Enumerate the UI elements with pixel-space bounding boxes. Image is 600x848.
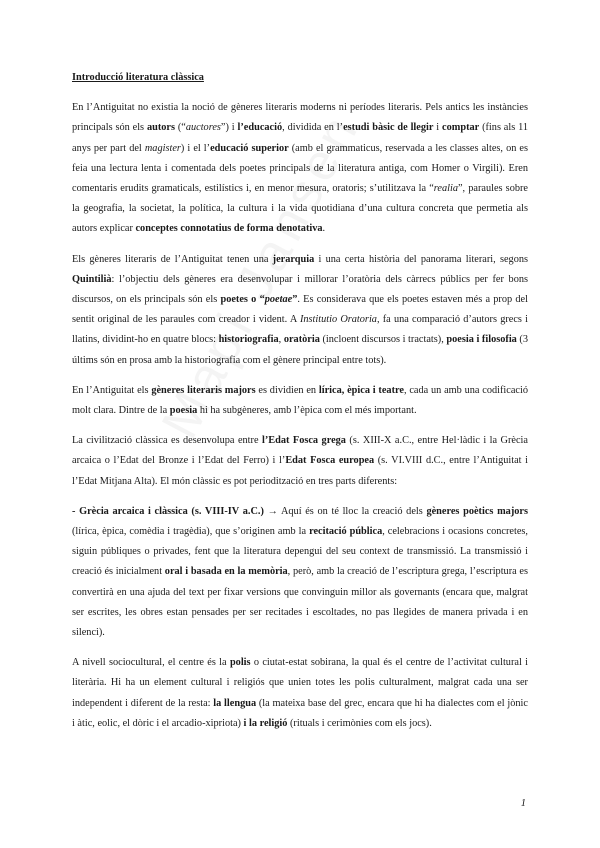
bold-term: estudi bàsic de llegir (343, 122, 434, 134)
text-run: A nivell sociocultural, el centre és la (72, 657, 230, 669)
text-run: (rituals i cerimònies com els jocs). (287, 717, 432, 729)
text-run: (s. VI.VIII d.C., entre l’Antiguitat i l’Edat Mitjana Alta). El món clàssic es pot periodització en tres parts diferents: (72, 455, 528, 487)
text-run: , celebracions i ocasions concretes, siguin públiques o privades, fent que la literatura depengui del seu context de transmissió. La transmissió i creació és inicialment (72, 526, 528, 578)
text-run: : l’objectiu dels gèneres era desenvolupar i millorar l’oratòria dels càrrecs públics per fer bons discursos, on els principals són els (72, 273, 528, 306)
document-body (72, 68, 528, 744)
text-run: , (278, 334, 284, 346)
bold-term: Edat Fosca europea (285, 455, 375, 467)
bold-term: jerarquia (272, 253, 315, 265)
bold-term: - Grècia arcaica i clàssica (s. VIII-IV a.C.) (72, 505, 264, 517)
text-run: Els gèneres literaris de l’Antiguitat tenen una (72, 253, 273, 265)
text-run: ”) i (220, 122, 238, 134)
text-run: (3 últims són en prosa amb la historiografia com el gènere principal entre tots). (72, 334, 529, 366)
bold-term: conceptes connotatius de forma denotativa (135, 223, 323, 235)
paragraph-major-genres (72, 381, 528, 421)
italic-term: realia (433, 183, 458, 195)
text-run: , dividida en l’ (282, 122, 344, 134)
bold-term: ” (292, 294, 298, 306)
bold-term: poesia i filosofia (446, 334, 517, 346)
bold-term: i la religió (243, 717, 288, 729)
text-run: i (433, 122, 443, 134)
bold-term: lírica, èpica i teatre (318, 384, 404, 396)
bold-term: oral i basada en la memòria (164, 566, 288, 578)
text-run: (amb el grammaticus, reservada a les classes altes, on es feia una lectura lenta i comentada dels poetes principals de la literatura antiga, com Homer o Virgili). Eren comentaris erudits gramaticals, estilístics i, en menor mesura, oratoris; s’utilitzava la “ (72, 142, 529, 195)
bold-term: la llengua (213, 697, 257, 709)
italic-term: auctores (185, 122, 221, 134)
text-run: hi ha subgèneres, amb l’èpica com el més important. (197, 405, 417, 417)
text-run: (incloent discursos i tractats), (319, 334, 447, 346)
bold-term: Quintilià (72, 273, 112, 285)
text-run: i una certa història del panorama literari, segons (314, 253, 529, 265)
paragraph-sociocultural (72, 653, 528, 734)
bold-term: polis (229, 657, 251, 669)
italic-term: magister (144, 142, 181, 154)
bold-term: l’educació (237, 122, 283, 134)
text-run: es dividien en (255, 384, 319, 396)
bold-term: educació superior (210, 142, 289, 154)
paragraph-intro (72, 98, 528, 239)
bold-term: oratòria (283, 334, 320, 346)
text-run: o ciutat-estat sobirana, la qual és el centre de l’activitat cultural i literària. Hi ha un element cultural i religiós que unien totes les polis culturalment, malgrat cada una ser independent i diferent de la resta: (72, 657, 529, 709)
bold-term: historiografia (218, 334, 279, 346)
text-run: ) i el l’ (180, 142, 211, 154)
bold-term: poetes o “ (220, 294, 265, 306)
page-title: Introducció literatura clàssica (72, 72, 204, 83)
bold-term: poesia (169, 405, 198, 417)
text-run: En l’Antiguitat els (72, 384, 152, 396)
text-run: La civilització clàssica es desenvolupa entre (72, 435, 262, 447)
text-run: (fins als 11 anys per part del (72, 122, 529, 154)
text-run: ”, paraules sobre la geografia, la societat, la política, la cultura i la vida quotidiana d’una cultura concreta que permetia als autors explicar (72, 183, 528, 235)
bold-term: autors (146, 122, 175, 134)
text-run: (s. XIII-X a.C., entre Hel·làdic i la Grècia arcaica o l’Edat del Bronze i l’Edat del Ferro) i l’ (72, 435, 528, 467)
paragraph-archaic-greece (72, 502, 528, 643)
bold-term: l’Edat Fosca grega (262, 435, 346, 447)
page-number: 1 (520, 798, 526, 809)
text-run: . Es considerava que els poetes estaven més a prop del sentit original de les paraules com creador i vident. A (72, 294, 528, 326)
text-run: , cada un amb una codificació molt clara. Dintre de la (72, 384, 529, 417)
paragraph-genres-hierarchy (72, 250, 528, 371)
paragraph-civilization (72, 431, 528, 492)
bold-term: recitació pública (309, 526, 383, 538)
bold-term: comptar (442, 122, 480, 134)
text-run: , però, amb la creació de l’escriptura grega, l’escriptura es convertirà en una ajuda del text per fixar versions que convinguin millor als governants (encara que, malgrat ser escrites, les obres estan pensades per ser recitades i escoltades, no pas llegides de manera privada i en silenci). (72, 566, 529, 639)
bold-term: gèneres literaris majors (151, 384, 256, 396)
italic-term: Institutio Oratoria (299, 314, 377, 326)
italic-term: poetae (264, 294, 293, 306)
text-run: (lírica, èpica, comèdia i tragèdia), que s’originen amb la (72, 526, 310, 538)
text-run: , fa una comparació d’autors grecs i llatins, dividint-ho en quatre blocs: (72, 314, 528, 346)
text-run: En l’Antiguitat no existia la noció de gèneres literaris moderns ni períodes literaris. Pels antics les instàncies principals són els (72, 102, 528, 134)
text-run: → Aquí és on té lloc la creació dels (263, 505, 427, 517)
text-run: . (322, 223, 326, 235)
text-run: (la mateixa base del grec, encara que hi ha dialectes com el jònic i àtic, eolic, el dòric i el arcadio-xipriota) (72, 697, 528, 729)
bold-term: gèneres poètics majors (426, 505, 528, 517)
text-run: (“ (174, 122, 186, 134)
